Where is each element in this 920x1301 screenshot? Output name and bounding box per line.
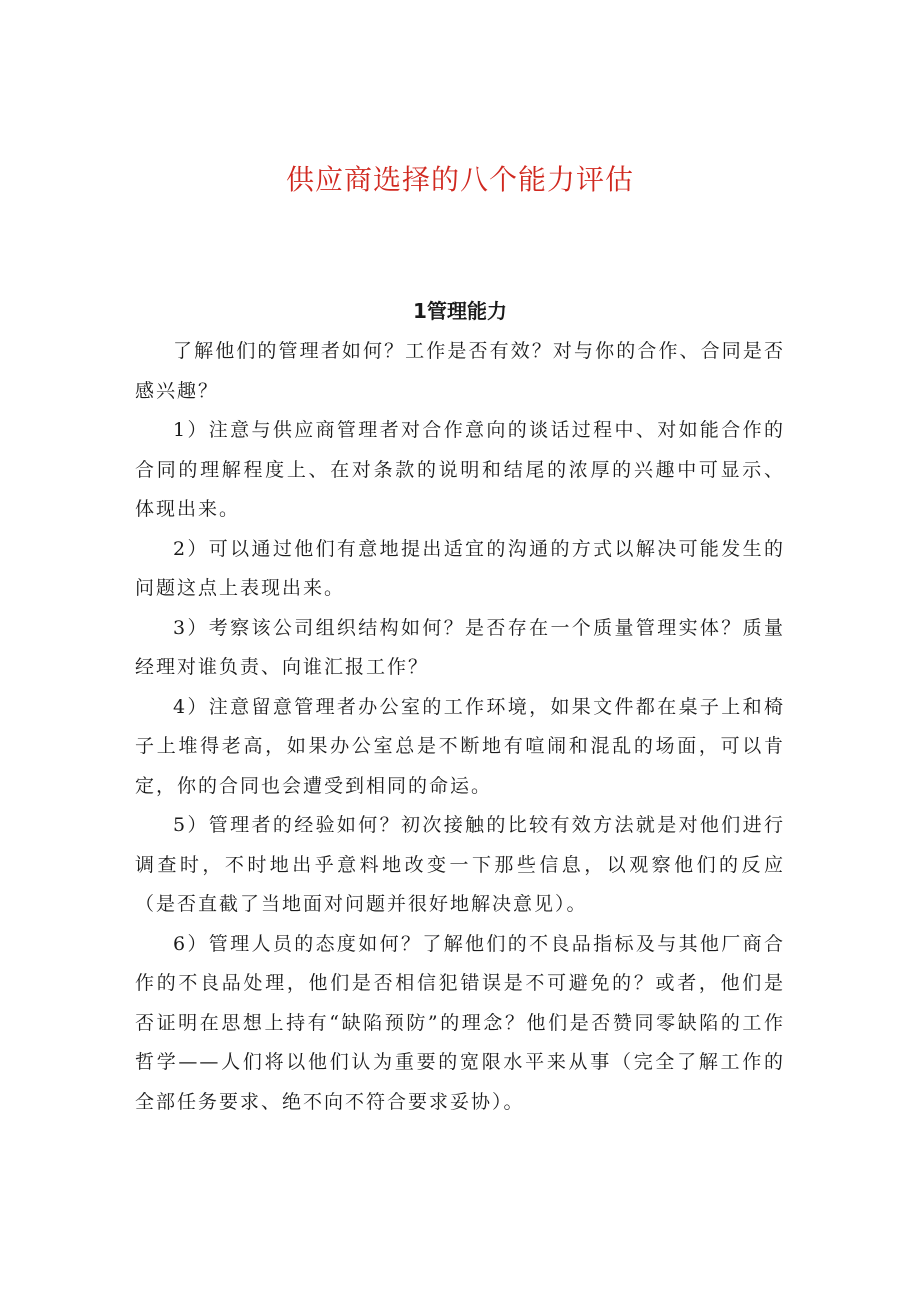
- paragraph-item-1: 1）注意与供应商管理者对合作意向的谈话过程中、对如能合作的合同的理解程度上、在对条款的说明和结尾的浓厚的兴趣中可显示、体现出来。: [135, 419, 785, 520]
- paragraph-item-5: 5）管理者的经验如何？初次接触的比较有效方法就是对他们进行调查时，不时地出乎意料地改变一下那些信息，以观察他们的反应（是否直截了当地面对问题并很好地解决意见）。: [135, 814, 785, 915]
- paragraph-item-3: 3）考察该公司组织结构如何？是否存在一个质量管理实体？质量经理对谁负责、向谁汇报工作？: [135, 616, 785, 678]
- intro-paragraph: 了解他们的管理者如何？工作是否有效？对与你的合作、合同是否感兴趣？: [135, 340, 785, 402]
- paragraph-item-2: 2）可以通过他们有意地提出适宜的沟通的方式以解决可能发生的问题这点上表现出来。: [135, 537, 785, 599]
- document-body: [135, 296, 785, 1122]
- section-heading: 1管理能力: [413, 299, 507, 323]
- paragraph-item-6: 6）管理人员的态度如何？了解他们的不良品指标及与其他厂商合作的不良品处理，他们是否相信犯错误是不可避免的？或者，他们是否证明在思想上持有“缺陷预防”的理念？他们是否赞同零缺陷的工作哲学——人们将以他们认为重要的宽限水平来从事（完全了解工作的全部任务要求、绝不向不符合要求妥协）。: [135, 932, 785, 1113]
- paragraph-item-4: 4）注意留意管理者办公室的工作环境，如果文件都在桌子上和椅子上堆得老高，如果办公室总是不断地有喧闹和混乱的场面，可以肯定，你的合同也会遭受到相同的命运。: [135, 695, 785, 797]
- document-title: 供应商选择的八个能力评估: [285, 163, 634, 196]
